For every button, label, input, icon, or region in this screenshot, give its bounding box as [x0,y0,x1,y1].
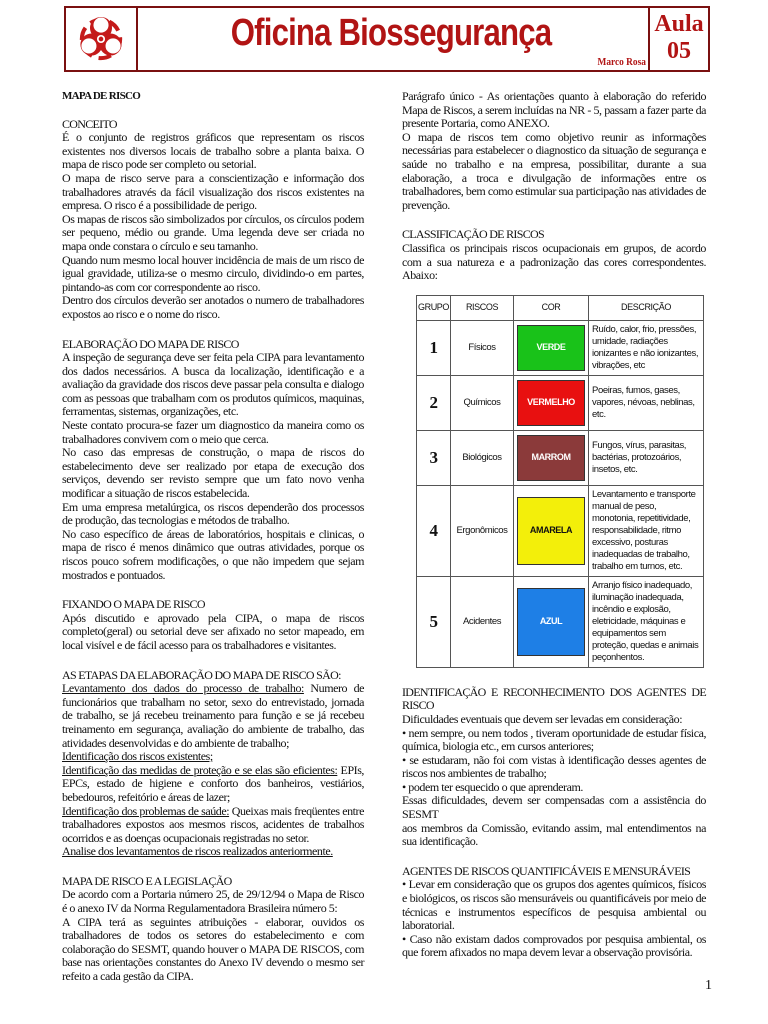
paragraph: Essas dificuldades, devem ser compensadas com a assistência do SESMT [402,793,706,822]
color-swatch: VERDE [517,325,585,371]
risk-description: Fungos, vírus, parasitas, bactérias, protozoários, insetos, etc. [589,430,704,485]
bullet-item: • Caso não existam dados comprovados por pesquisa ambiental, os que forem afixados no mapa devem levar a observação provisória. [402,931,706,960]
color-swatch: MARROM [517,435,585,481]
risk-category: Acidentes [451,576,514,667]
table-row [417,430,704,485]
paragraph: A inspeção de segurança deve ser feita pela CIPA para levantamento dos dados necessários. A busca da localização, identificação e a avaliação da gravidade dos riscos deve passar pela consulta e dialogo com as pessoas que trabalham com os produtos químicos, maquinas, ferramentas, sistemas, organizações, etc. [62,350,364,419]
list-item [62,764,364,805]
paragraph: No caso das empresas de construção, o mapa de riscos do estabelecimento deve ser realizado por etapa de execução dos serviços, devendo ser revisto sempre que um fato novo venha modificar a situação de riscos estabelecida. [62,445,364,501]
paragraph: É o conjunto de registros gráficos que representam os riscos existentes nos diversos locais de trabalho sobre a planta baixa. O mapa de risco pode ser completo ou setorial. [62,130,364,172]
group-number: 2 [417,375,451,430]
column-header-riscos: RISCOS [451,295,514,320]
paragraph: Classifica os principais riscos ocupacionais em grupos, de acordo com a sua natureza e a padronização das cores correspondentes. Abaixo: [402,240,706,283]
page-number: 1 [705,978,712,993]
group-number: 3 [417,430,451,485]
group-number: 4 [417,485,451,576]
group-number: 1 [417,320,451,375]
risk-description: Poeiras, fumos, gases, vapores, névoas, neblinas, etc. [589,375,704,430]
risk-classification-table [416,295,704,668]
paragraph: No caso específico de áreas de laboratórios, hospitais e clinicas, o mapa de risco é menos dinâmico que outras atividades, porque os riscos pouco sofrem modificações, o que não impedem que sejam mostrados e pontuados. [62,526,364,582]
section-title-fixando: FIXANDO O MAPA DE RISCO [62,597,205,612]
list-item [62,750,364,764]
section-title-classificacao: CLASSIFICAÇÃO DE RISCOS [402,227,544,242]
bullet-item: • Levar em consideração que os grupos dos agentes químicos, físicos e biológicos, os riscos são mensuráveis ou quantificáveis por meio de técnicas e instrumentos específicos de pesquisa ambiental ou laboratorial. [402,877,706,933]
table-row [417,320,704,375]
table-row [417,576,704,667]
color-cell [514,576,589,667]
paragraph: Dentro dos círculos deverão ser anotados o numero de trabalhadores expostos ao risco e o nome do risco. [62,293,364,321]
right-column [402,90,706,960]
list-item-heading: Identificação das medidas de proteção e se elas são eficientes: [62,762,338,777]
risk-category: Químicos [451,375,514,430]
risk-description: Ruído, calor, frio, pressões, umidade, radiações ionizantes e não ionizantes, vibrações, etc [589,320,704,375]
risk-category: Físicos [451,320,514,375]
color-swatch: AZUL [517,588,585,656]
color-cell [514,430,589,485]
paragraph: O mapa de risco serve para a conscientização e informação dos trabalhadores através da fácil visualização dos riscos existentes na empresa. O risco é a possibilidade de perigo. [62,170,364,213]
table-body [417,320,704,667]
list-item-text: EPIs, EPCs, estado de higiene e conforto dos banheiros, vestiários, bebedouros, refeitório e áreas de lazer; [62,762,364,804]
paragraph: O mapa de riscos tem como objetivo reunir as informações necessárias para estabelecer o diagnostico da situação de segurança e saúde no trabalho e na empresa, possibilitar, durante a sua elaboração, a troca e divulgação de informações entre os trabalhadores, bem como estimular sua participação nas atividades de prevenção. [402,129,706,212]
color-swatch: AMARELA [517,497,585,565]
author-name: Marco Rosa [597,56,646,68]
risk-category: Ergonômicos [451,485,514,576]
list-item [62,682,364,750]
biohazard-icon [72,10,130,68]
paragraph: Quando num mesmo local houver incidência de mais de um risco de igual gravidade, utiliza-se o mesmo circulo, dividindo-o em partes, pintando-as com cor correspondente ao risco. [62,252,364,294]
bullet-item: • podem ter esquecido o que aprenderam. [402,779,583,794]
lesson-box [648,8,708,70]
column-header-descricao: DESCRIÇÃO [589,295,704,320]
paragraph: Os mapas de riscos são simbolizados por círculos, os círculos podem ser pequeno, médio ou grande. Uma legenda deve ser criada no mapa onde constara o círculo e seu tamanho. [62,211,364,253]
table-header-row [417,295,704,320]
paragraph: Dificuldades eventuais que devem ser levadas em consideração: [402,711,683,726]
section-title-elaboracao: ELABORAÇÃO DO MAPA DE RISCO [62,336,239,351]
section-title-agentes: AGENTES DE RISCOS QUANTIFICÁVEIS E MENSURÁVEIS [402,863,691,878]
lesson-label: Aula [654,11,704,37]
list-item-heading: Identificação dos problemas de saúde: [62,803,230,818]
color-swatch: VERMELHO [517,380,585,426]
risk-description: Arranjo físico inadequado, iluminação inadequada, incêndio e explosão, eletricidade, máquinas e equipamentos sem proteção, quedas e animais peçonhentos. [589,576,704,667]
list-item-heading: Levantamento dos dados do processo de trabalho: [62,681,304,696]
section-title-conceito: CONCEITO [62,116,117,131]
table-row [417,485,704,576]
section-title-legislacao: MAPA DE RISCO E A LEGISLAÇÃO [62,873,232,888]
document-title: Oficina Biossegurança [230,12,552,54]
bullet-item: • se estudaram, não foi com vistas à identificação desses agentes de riscos nos ambientes de trabalho; [402,752,706,781]
paragraph: A CIPA terá as seguintes atribuições - elaborar, ouvidos os trabalhadores de todos os setores do estabelecimento e com colaboração do SESMT, quando houver o MAPA DE RISCOS, com base nas orientações constantes do Anexo IV devendo o mesmo ser refeito a cada gestão da CIPA. [62,914,364,984]
column-header-cor: COR [514,295,589,320]
biohazard-logo [66,8,138,70]
list-item [62,845,364,859]
left-column [62,90,364,984]
table-row [417,375,704,430]
risk-category: Biológicos [451,430,514,485]
bullet-item: • nem sempre, ou nem todos , tiveram oportunidade de estudar física, química, biologia etc., em cursos anteriores; [402,725,706,754]
list-item-heading: Analise dos levantamentos de riscos realizados anteriormente. [62,844,333,859]
paragraph: De acordo com a Portaria número 25, de 29/12/94 o Mapa de Risco é o anexo IV da Norma Regulamentadora Brasileira número 5: [62,887,364,916]
section-title-etapas: AS ETAPAS DA ELABORAÇÃO DO MAPA DE RISCO SÃO: [62,667,341,682]
list-item-heading: Identificação dos riscos existentes; [62,749,213,764]
risk-description: Levantamento e transporte manual de peso, monotonia, repetitividade, responsabilidade, ritmo excessivo, posturas inadequadas de trabalho, trabalho em turnos, etc. [589,485,704,576]
section-title-mapa: MAPA DE RISCO [62,90,141,102]
list-item-text: Numero de funcionários que trabalham no setor, sexo do entrevistado, jornada de trabalho, se já recebeu treinamento para função e se já recebeu treinamento em segurança, avaliação do ambiente de trabalho, das atividades desenvolvidas e do ambiente de trabalho; [62,681,365,750]
color-cell [514,375,589,430]
color-cell [514,320,589,375]
group-number: 5 [417,576,451,667]
paragraph: Parágrafo único - As orientações quanto à elaboração do referido Mapa de Riscos, a serem incluídas na NR - 5, passam a fazer parte da presente Portaria, como ANEXO. [402,89,706,131]
paragraph: Após discutido e aprovado pela CIPA, o mapa de riscos completo(geral) ou setorial deve ser afixado no setor mapeado, em local visível e de fácil acesso para os trabalhadores e visitantes. [62,610,364,652]
list-item-text: Queixas mais freqüentes entre trabalhadores expostos aos mesmos riscos, acidentes de trabalhos ocorridos e as doenças ocupacionais registradas no setor. [62,803,364,845]
paragraph: Neste contato procura-se fazer um diagnostico da maneira como os trabalhadores convivem com o meio que cerca. [62,418,364,446]
paragraph: Em uma empresa metalúrgica, os riscos dependerão dos processos de produção, das tecnologias e métodos de trabalho. [62,499,364,528]
lesson-number: 05 [667,38,691,64]
paragraph: aos membros da Comissão, evitando assim, mal entendimentos na sua identificação. [402,820,706,849]
section-title-identificacao: IDENTIFICAÇÃO E RECONHECIMENTO DOS AGENTES DE RISCO [402,684,706,713]
page-header [64,6,710,72]
list-item [62,805,364,846]
color-cell [514,485,589,576]
column-header-grupo: GRUPO [417,295,451,320]
